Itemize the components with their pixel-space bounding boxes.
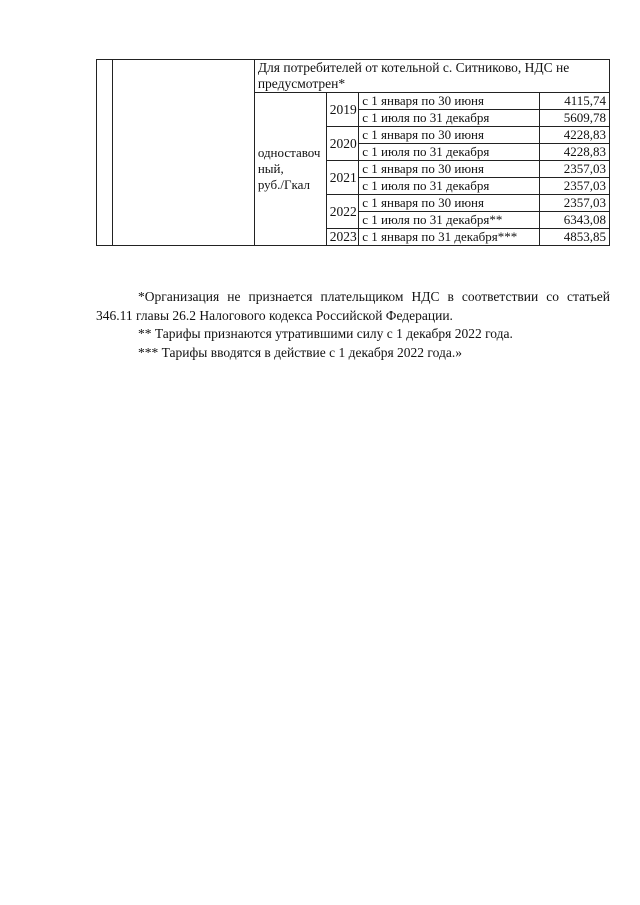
period-cell: с 1 января по 30 июня (359, 127, 540, 144)
period-cell: с 1 января по 30 июня (359, 161, 540, 178)
consumer-group-header: Для потребителей от котельной с. Ситниково, НДС не предусмотрен* (254, 60, 609, 93)
period-cell: с 1 июля по 31 декабря (359, 178, 540, 195)
year-cell: 2021 (326, 161, 358, 195)
value-cell: 6343,08 (540, 212, 610, 229)
footnote-new-tariffs: *** Тарифы вводятся в действие с 1 декабря 2022 года.» (138, 344, 462, 360)
tariff-table (96, 59, 610, 246)
year-cell: 2023 (326, 229, 358, 246)
tariff-kind-line: ный, (257, 161, 284, 176)
value-cell: 5609,78 (540, 110, 610, 127)
value-cell: 4228,83 (540, 127, 610, 144)
period-cell: с 1 июля по 31 декабря** (359, 212, 540, 229)
period-cell: с 1 января по 30 июня (359, 195, 540, 212)
year-cell: 2020 (326, 127, 358, 161)
footnote-expired-tariffs: ** Тарифы признаются утратившими силу с 1 декабря 2022 года. (138, 326, 513, 341)
period-cell: с 1 января по 30 июня (359, 93, 540, 110)
year-cell: 2019 (326, 93, 358, 127)
year-cell: 2022 (326, 195, 358, 229)
empty-cell-organization (113, 60, 255, 246)
footnote-vat: *Организация не признается плательщиком НДС в соответствии со статьей 346.11 главы 26.2 Налогового кодекса Российской Федерации. (96, 289, 610, 323)
tariff-kind-line: руб./Гкал (257, 177, 310, 192)
value-cell: 2357,03 (540, 195, 610, 212)
value-cell: 4853,85 (540, 229, 610, 246)
tariff-kind-line: одноставоч (257, 145, 321, 160)
period-cell: с 1 января по 31 декабря*** (359, 229, 540, 246)
value-cell: 4228,83 (540, 144, 610, 161)
period-cell: с 1 июля по 31 декабря (359, 110, 540, 127)
tariff-kind-cell (254, 93, 326, 246)
value-cell: 2357,03 (540, 161, 610, 178)
value-cell: 4115,74 (540, 93, 610, 110)
period-cell: с 1 июля по 31 декабря (359, 144, 540, 161)
table-header-row (97, 60, 610, 93)
footnotes (96, 288, 610, 362)
value-cell: 2357,03 (540, 178, 610, 195)
empty-cell-number (97, 60, 113, 246)
